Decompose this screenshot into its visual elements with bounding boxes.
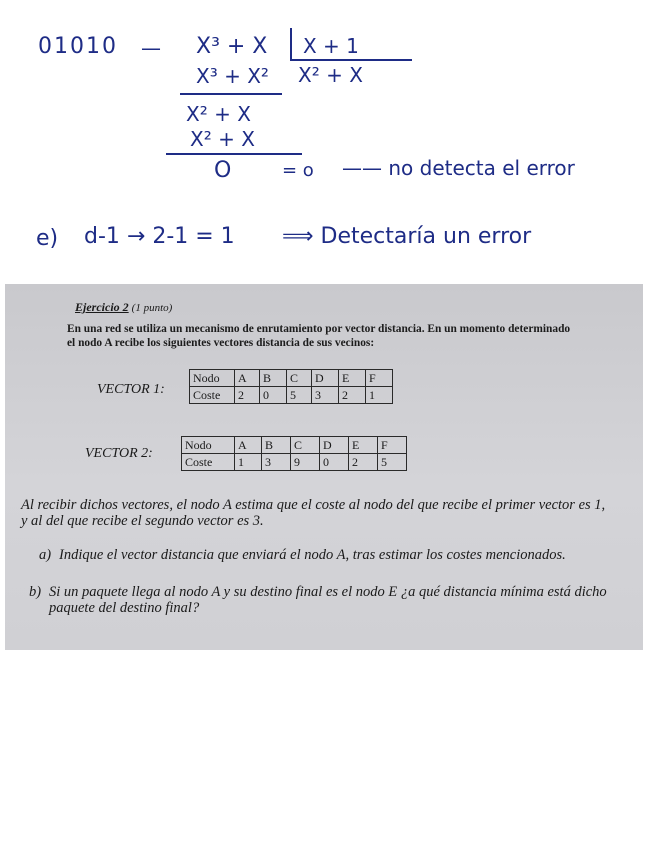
table-cell: A [235,370,260,387]
table-cell: A [235,437,262,454]
arrow-icon: — [141,36,161,60]
table-cell: E [339,370,366,387]
vector-1-table [189,369,393,404]
remainder-1: X² + X [186,102,251,126]
divisor: X + 1 [303,34,359,58]
table-cell: 9 [291,454,320,471]
table-cell: Nodo [182,437,235,454]
item-e-conclusion: ⟹ Detectaría un error [282,224,532,249]
question-a-label: a) [39,547,52,563]
quotient: X² + X [298,63,363,87]
table-cell: 5 [378,454,407,471]
table-cell: 2 [339,387,366,404]
table-cell: 1 [366,387,393,404]
table-cell: 3 [312,387,339,404]
dividend: X³ + X [196,34,268,59]
final-remainder: O [214,158,232,183]
exercise-title: Ejercicio 2 [75,300,129,314]
conclusion-text: —— no detecta el error [342,156,575,180]
table-cell: Coste [182,454,235,471]
vector-2-header-row [182,437,407,454]
table-cell: 0 [320,454,349,471]
table-cell: 3 [262,454,291,471]
table-cell: 5 [287,387,312,404]
vector-1-cost-row [190,387,393,404]
table-cell: B [260,370,287,387]
question-a-text: Indique el vector distancia que enviará el nodo A, tras estimar los costes mencionados. [59,547,566,563]
vector-2-label: VECTOR 2: [85,446,153,461]
table-cell: D [312,370,339,387]
table-cell: D [320,437,349,454]
subtraction-line-1 [180,93,282,95]
division-bar-horizontal [290,59,412,61]
vector-2-table [181,436,407,471]
table-cell: 2 [235,387,260,404]
subtrahend-2: X² + X [190,127,255,151]
table-cell: Nodo [190,370,235,387]
exercise-intro: En una red se utiliza un mecanismo de enrutamiento por vector distancia. En un momento determinado el nodo A recibe los siguientes vectores distancia de sus vecinos: [67,323,571,349]
item-e-label: e) [36,226,59,251]
table-cell: B [262,437,291,454]
table-cell: F [378,437,407,454]
item-e-formula: d-1 → 2-1 = 1 [84,224,235,249]
table-cell: Coste [190,387,235,404]
table-cell: E [349,437,378,454]
vector-1-header-row [190,370,393,387]
division-bar-vertical [290,28,292,60]
table-cell: 0 [260,387,287,404]
question-b-label: b) [29,584,42,600]
subtraction-line-2 [166,153,302,155]
table-cell: 1 [235,454,262,471]
table-cell: 2 [349,454,378,471]
exercise-photo [5,284,643,650]
bit-string: 01010 [38,34,118,59]
equals-zero: = o [282,160,314,181]
exercise-heading [75,300,172,315]
table-cell: F [366,370,393,387]
subtrahend-1: X³ + X² [196,64,269,88]
vector-2-cost-row [182,454,407,471]
table-cell: C [291,437,320,454]
exercise-points: (1 punto) [131,302,173,314]
table-cell: C [287,370,312,387]
vector-1-label: VECTOR 1: [97,382,165,397]
exercise-statement: Al recibir dichos vectores, el nodo A estima que el coste al nodo del que recibe el primer vector es 1, y al del que recibe el segundo vector es 3. [21,497,606,529]
question-b-text: Si un paquete llega al nodo A y su destino final es el nodo E ¿a qué distancia mínima está dicho paquete del destino final? [49,584,607,616]
